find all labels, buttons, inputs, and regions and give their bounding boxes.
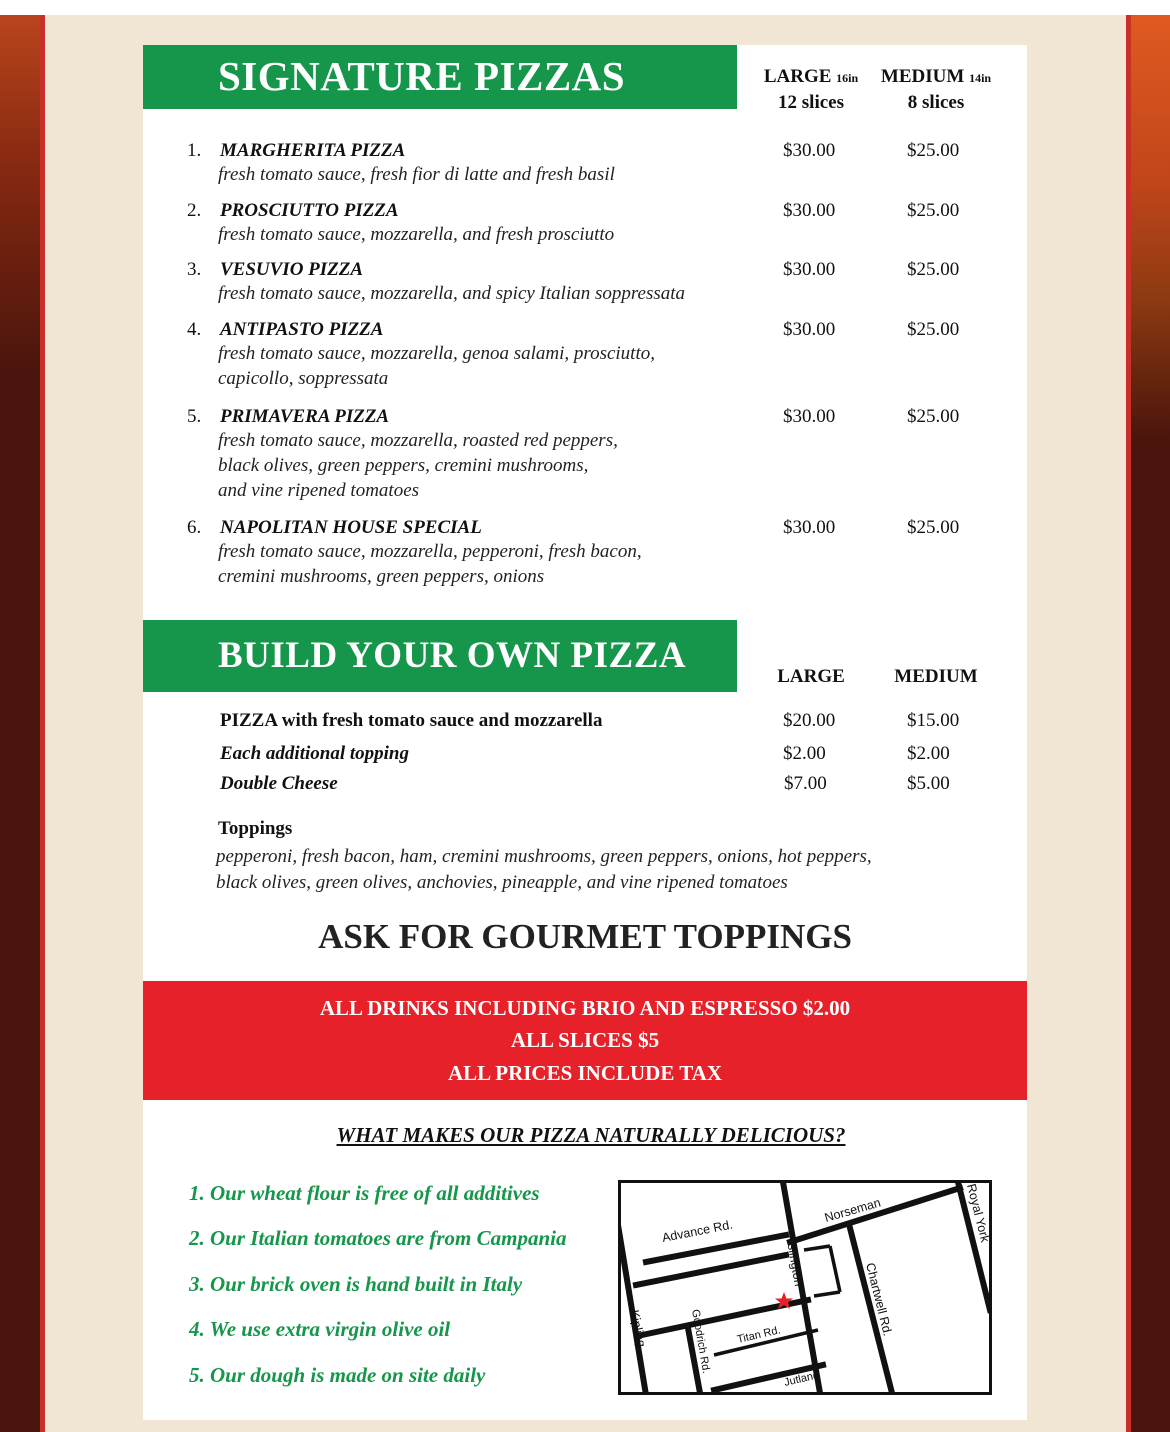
fact-item: 1. Our wheat flour is free of all additives (189, 1181, 540, 1205)
item-number: 2. (187, 200, 202, 221)
build-price-large: $2.00 (783, 743, 826, 764)
item-price-medium: $25.00 (907, 517, 960, 538)
item-description: fresh tomato sauce, mozzarella, and spicy Italian soppressata (218, 283, 686, 304)
item-price-large: $30.00 (783, 406, 836, 427)
signature-title: SIGNATURE PIZZAS (218, 53, 626, 99)
map-label-titan: Titan Rd. (735, 1324, 782, 1346)
background-left-photo (0, 15, 44, 1432)
item-name: ANTIPASTO PIZZA (220, 319, 384, 340)
location-map (618, 1180, 992, 1395)
item-price-large: $30.00 (783, 259, 836, 280)
background-right-photo (1128, 15, 1170, 1432)
item-name: NAPOLITAN HOUSE SPECIAL (220, 517, 482, 538)
naturally-heading: WHAT MAKES OUR PIZZA NATURALLY DELICIOUS? (336, 1123, 846, 1147)
item-number: 4. (187, 319, 202, 340)
large-label: LARGE (763, 66, 832, 87)
fact-item: 2. Our Italian tomatoes are from Campania (189, 1226, 567, 1250)
item-description: fresh tomato sauce, mozzarella, pepperoni, fresh bacon, cremini mushrooms, green peppers, onions (218, 541, 642, 587)
fact-item: 3. Our brick oven is hand built in Italy (189, 1272, 523, 1296)
item-price-medium: $25.00 (907, 319, 960, 340)
item-name: VESUVIO PIZZA (220, 259, 364, 280)
item-price-large: $30.00 (783, 517, 836, 538)
item-description: fresh tomato sauce, mozzarella, and fresh prosciutto (218, 224, 615, 245)
top-bar (0, 0, 1170, 15)
gourmet-toppings-heading: ASK FOR GOURMET TOPPINGS (318, 917, 852, 956)
item-description: fresh tomato sauce, mozzarella, genoa salami, prosciutto, capicollo, soppressata (218, 343, 655, 389)
build-banner (143, 620, 737, 692)
build-row-label: Double Cheese (220, 773, 338, 794)
signature-banner (143, 45, 737, 109)
build-price-medium: $15.00 (907, 710, 960, 731)
build-large-header: LARGE (777, 666, 845, 687)
map-label-norseman: Norseman (822, 1195, 883, 1225)
medium-column-header (875, 66, 997, 88)
item-name: PROSCIUTTO PIZZA (220, 200, 399, 221)
item-number: 6. (187, 517, 202, 538)
large-slices: 12 slices (778, 92, 844, 113)
fact-item: 5. Our dough is made on site daily (189, 1363, 486, 1387)
fact-item: 4. We use extra virgin olive oil (189, 1317, 451, 1341)
item-price-large: $30.00 (783, 319, 836, 340)
large-column-header (757, 66, 865, 88)
toppings-list: pepperoni, fresh bacon, ham, cremini mushrooms, green peppers, onions, hot peppers, black olives, green olives, anchovies, pineapple, and vine ripened tomatoes (216, 846, 872, 893)
map-label-royal-york: Royal York (964, 1182, 992, 1244)
build-price-medium: $2.00 (907, 743, 950, 764)
map-label-goodrich: Goodrich Rd. (689, 1308, 713, 1375)
map-label-chartwell: Chartwell Rd. (863, 1261, 895, 1338)
slices-line: ALL SLICES $5 (510, 1028, 660, 1052)
menu-sheet (143, 45, 1027, 1420)
build-row-label: Each additional topping (220, 743, 409, 764)
map-label-islington: Islington (784, 1239, 806, 1288)
map-label-advance: Advance Rd. (660, 1217, 734, 1245)
item-description: fresh tomato sauce, fresh fior di latte and fresh basil (218, 164, 615, 185)
large-size: 16in (836, 71, 859, 85)
right-red-edge (1126, 15, 1131, 1432)
drinks-banner (143, 981, 1027, 1100)
item-price-medium: $25.00 (907, 406, 960, 427)
item-name: PRIMAVERA PIZZA (220, 406, 390, 427)
item-price-medium: $25.00 (907, 140, 960, 161)
tax-line: ALL PRICES INCLUDE TAX (447, 1061, 723, 1085)
item-number: 3. (187, 259, 202, 280)
item-name: MARGHERITA PIZZA (220, 140, 406, 161)
build-medium-header: MEDIUM (894, 666, 978, 687)
item-number: 1. (187, 140, 202, 161)
item-price-medium: $25.00 (907, 259, 960, 280)
item-description: fresh tomato sauce, mozzarella, roasted red peppers, black olives, green peppers, cremini mushrooms, and vine ripened tomatoes (218, 430, 618, 501)
medium-label: MEDIUM (880, 66, 965, 87)
medium-size: 14in (969, 71, 992, 85)
item-number: 5. (187, 406, 202, 427)
build-price-medium: $5.00 (907, 773, 950, 794)
map-frame (620, 1182, 991, 1394)
build-row-label: PIZZA with fresh tomato sauce and mozzarella (220, 710, 603, 731)
build-price-large: $7.00 (784, 773, 827, 794)
item-price-large: $30.00 (783, 140, 836, 161)
build-price-large: $20.00 (783, 710, 836, 731)
map-label-jutland: Jutland (782, 1369, 821, 1389)
build-title: BUILD YOUR OWN PIZZA (218, 635, 687, 676)
toppings-title: Toppings (218, 818, 293, 839)
item-price-large: $30.00 (783, 200, 836, 221)
medium-slices: 8 slices (907, 92, 965, 113)
drinks-line: ALL DRINKS INCLUDING BRIO AND ESPRESSO $2.00 (319, 996, 851, 1020)
item-price-medium: $25.00 (907, 200, 960, 221)
map-label-kipling: Kipling (627, 1308, 649, 1349)
